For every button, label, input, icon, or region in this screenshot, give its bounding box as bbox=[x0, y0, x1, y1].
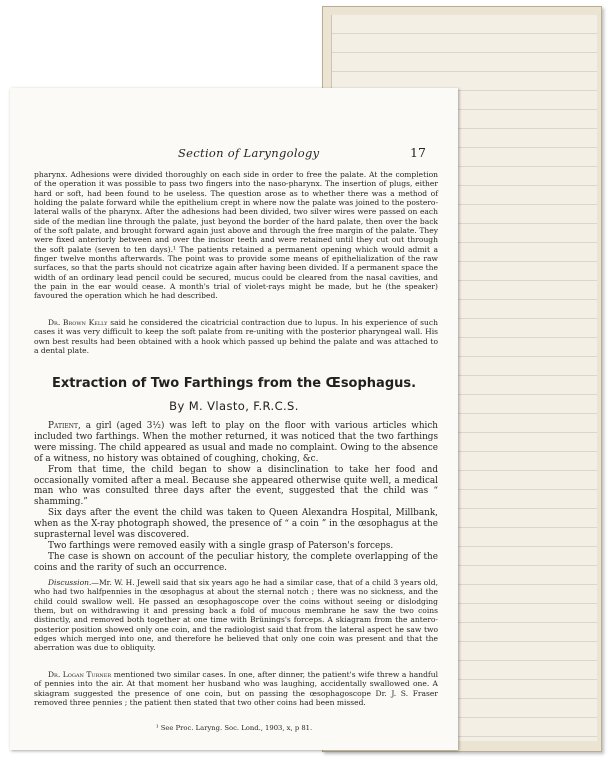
speaker-name-turner: Dr. Logan Turner bbox=[48, 670, 112, 679]
case-paragraph-1 bbox=[34, 421, 438, 465]
discussion-paragraph-1 bbox=[34, 578, 438, 653]
case-paragraph-3: Six days after the event the child was taken to Queen Alexandra Hospital, Millbank, when as the X-ray photograph showed, the presence of “ a coin ” in the œsophagus at the suprasternal level was discovered. bbox=[34, 508, 438, 541]
article-title: Extraction of Two Farthings from the Œsophagus. bbox=[51, 376, 417, 391]
case-paragraph-1-text: , a girl (aged 3½) was left to play on the floor with various articles which included two farthings. When the mother returned, it was noticed that the two farthings were missing. The child appeared as usual and made no complaint. Owing to the absence of a witness, no history was obtained of coughing, choking, &c. bbox=[34, 421, 438, 464]
case-paragraph-2: From that time, the child began to show a disinclination to take her food and occasionally vomited after a meal. Because she appeared otherwise quite well, a medical man who was consulted three days after the event, suggested that the child was “ shamming.” bbox=[34, 464, 438, 508]
case-paragraph-5: The case is shown on account of the peculiar history, the complete overlapping of the coins and the rarity of such an occurrence. bbox=[34, 551, 438, 573]
continuation-paragraph: pharynx. Adhesions were divided thoroughly on each side in order to free the palate. At the completion of the operation it was possible to pass two fingers into the naso-pharynx. The insertion of plugs, either hard or soft, had been found to be useless. The question arose as to whether there was a method of holding the palate forward while the epithelium crept in where now the palate was joined to the postero-lateral walls of the pharynx. After the adhesions had been divided, two silver wires were passed on each side of the median line through the palate, just beyond the border of the hard palate, then over the back of the soft palate, and brought forward again just above and through the free margin of the palate. They were fixed anteriorly between and over the incisor teeth and were retained until they cut out through the soft palate (seven to ten days).¹ The patients retained a permanent opening which would admit a finger twelve months afterwards. The point was to provide some means of epithelialization of the raw surfaces, so that the parts should not cicatrize again after having been divided. If a permanent space the width of an ordinary lead pencil could be secured, mucus could be cleared from the nasal cavities, and the pain in the ear would cease. A month's trial of violet-rays might be made, but he (the speaker) favoured the operation which he had described. bbox=[34, 170, 438, 301]
article-author: By M. Vlasto, F.R.C.S. bbox=[169, 399, 299, 413]
journal-page bbox=[10, 88, 458, 750]
discussion-text: —Mr. W. H. Jewell said that six years ago he had a similar case, that of a child 3 years old, who had two halfpennies in the œsophagus at about the sternal notch ; there was no sickness, and the child could swallow well. He passed an œsophagoscope over the coins without seeing or dislodging them, but on withdrawing it and pressing back a fold of mucous membrane he saw the two coins distinctly, and removed both together at one time with Brünings's forceps. A skiagram from the antero-posterior position showed only one coin, and the radiologist said that from the lateral aspect he saw two edges which merged into one, and therefore he believed that only one coin was present and that the aberration was due to obliquity. bbox=[34, 578, 438, 653]
patient-lead: Patient bbox=[48, 421, 78, 431]
case-paragraph-4: Two farthings were removed easily with a single grasp of Paterson's forceps. bbox=[48, 540, 394, 551]
turner-text: mentioned two similar cases. In one, after dinner, the patient's wife threw a handful of pennies into the air. At that moment her husband who was laughing, accidentally swallowed one. A skiagram suggested the presence of one coin, but on passing the œsophagoscope Dr. J. S. Fraser removed three pennies ; the patient then stated that two other coins had been missed. bbox=[34, 670, 438, 708]
footnote: ¹ See Proc. Laryng. Soc. Lond., 1903, x, p 81. bbox=[155, 724, 313, 732]
kelly-text: said he considered the cicatricial contraction due to lupus. In his experience of such cases it was very difficult to keep the soft palate from re-uniting with the posterior pharyngeal wall. His own best results had been obtained with a hook which passed up behind the palate and was attached to a dental plate. bbox=[34, 318, 438, 356]
running-head: Section of Laryngology bbox=[178, 146, 320, 160]
page-header bbox=[10, 146, 458, 166]
speaker-name: Dr. Brown Kelly bbox=[48, 318, 108, 327]
discussion-label: Discussion. bbox=[48, 578, 92, 587]
kelly-paragraph bbox=[34, 318, 438, 355]
discussion-paragraph-2 bbox=[34, 670, 438, 707]
page-number: 17 bbox=[410, 145, 426, 160]
case-report bbox=[34, 421, 438, 574]
